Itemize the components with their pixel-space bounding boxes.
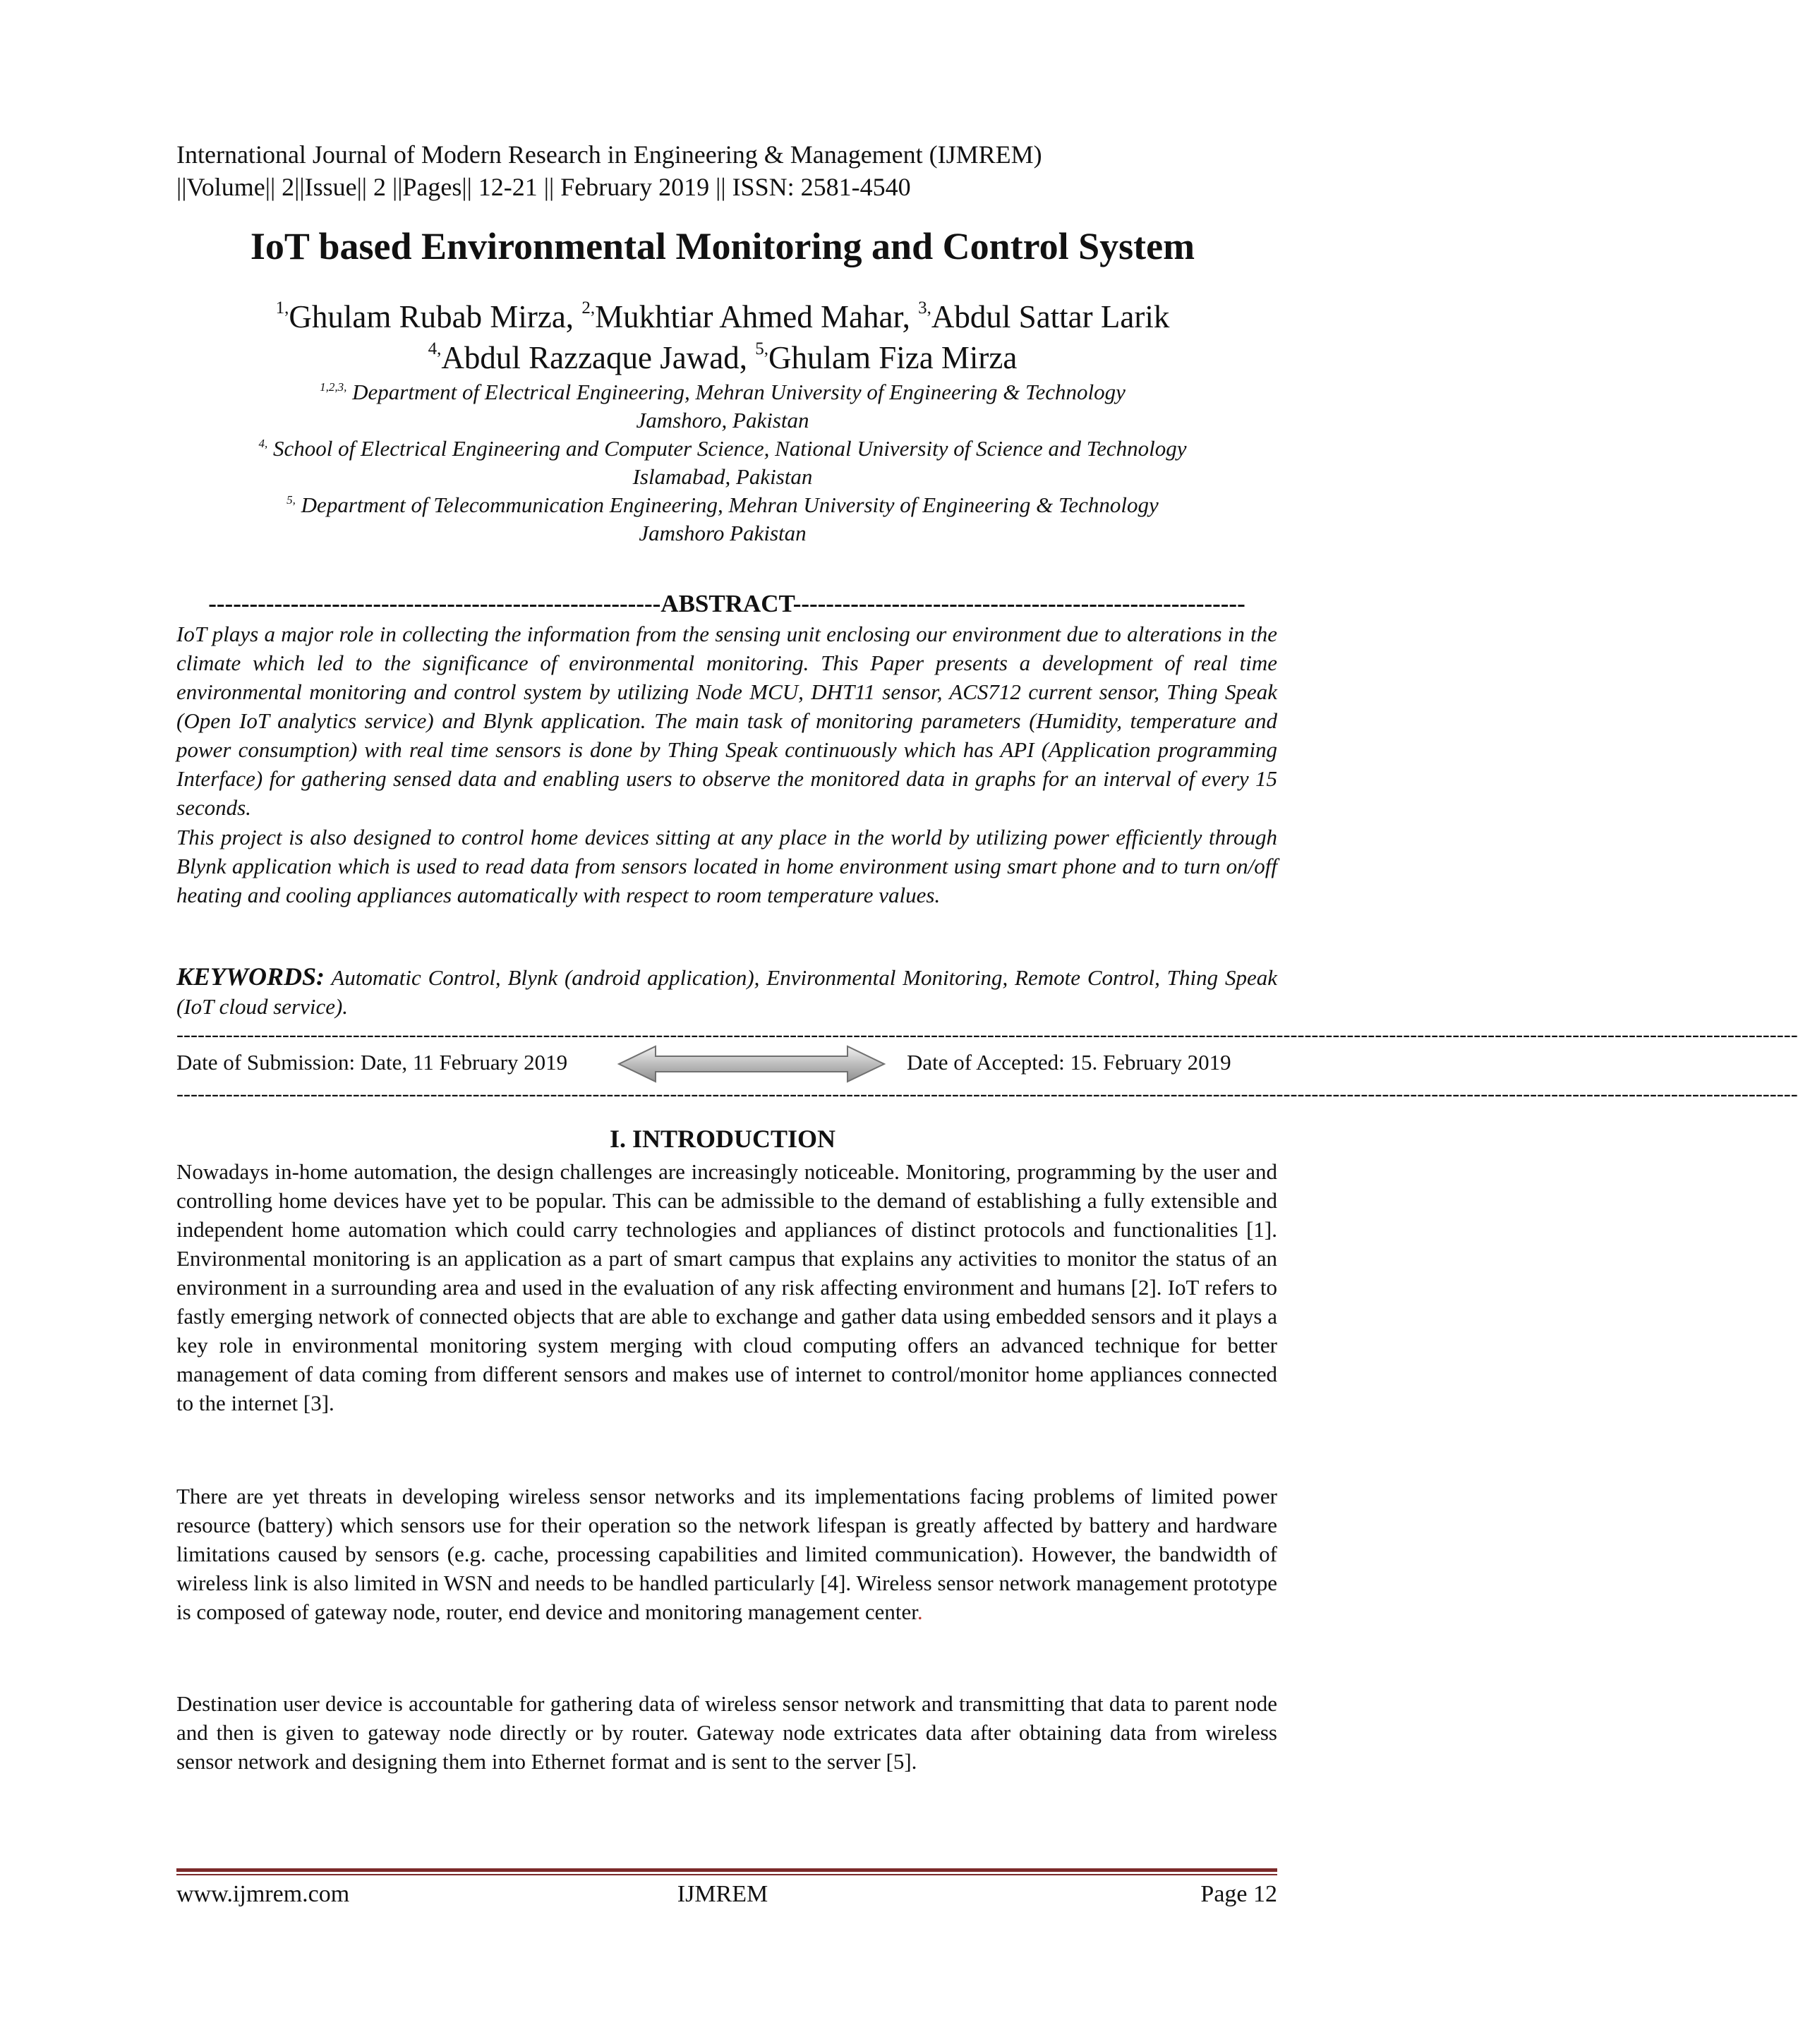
- journal-header: [176, 138, 1042, 203]
- abstract-paragraph-2: This project is also designed to control home devices sitting at any place in the world by utilizing power efficiently through Blynk application which is used to read data from sensors located in home environment using smart phone and to turn on/off heating and cooling appliances automatically with respect to room temperature values.: [176, 825, 1277, 907]
- abstract-heading-rule: [176, 590, 1277, 618]
- affiliation-3-marker: 5,: [286, 493, 296, 507]
- keywords: [176, 962, 1277, 1021]
- affiliation-2-marker: 4,: [258, 437, 268, 450]
- footer-website: www.ijmrem.com: [176, 1881, 350, 1907]
- author-list: [0, 296, 1445, 378]
- abstract-paragraph-1: IoT plays a major role in collecting the information from the sensing unit enclosing our environment due to alterations in the climate which led to the significance of environmental monitoring. This Paper presents a development of real time environmental monitoring and control system by utilizing Node MCU, DHT11 sensor, ACS712 current sensor, Thing Speak (Open IoT analytics service) and Blynk application. The main task of monitoring parameters (Humidity, temperature and power consumption) with real time sensors is done by Thing Speak continuously which has API (Application programming Interface) for gathering sensed data and enabling users to observe the monitored data in graphs for an interval of every 15 seconds.: [176, 622, 1277, 820]
- double-arrow-icon: [617, 1044, 886, 1084]
- journal-volume-info: ||Volume|| 2||Issue|| 2 ||Pages|| 12-21 || February 2019 || ISSN: 2581-4540: [176, 173, 911, 201]
- introduction-paragraph-3: Destination user device is accountable for gathering data of wireless sensor network and transmitting that data to parent node and then is given to gateway node directly or by router. Gateway node extricates data after obtaining data from wireless sensor network and designing them into Ethernet format and is sent to the server [5].: [176, 1691, 1277, 1774]
- introduction-paragraph-2-text: There are yet threats in developing wireless sensor networks and its implementations facing problems of limited power resource (battery) which sensors use for their operation so the network lifespan is greatly affected by battery and hardware limitations caused by sensors (e.g. cache, processing capabilities and limited communication). However, the bandwidth of wireless link is also limited in WSN and needs to be handled particularly [4]. Wireless sensor network management prototype is composed of gateway node, router, end device and monitoring management center: [176, 1484, 1277, 1624]
- author-5: Ghulam Fiza Mirza: [768, 340, 1018, 375]
- footer-journal-abbrev: IJMREM: [677, 1881, 768, 1907]
- author-5-marker: 5,: [755, 339, 768, 358]
- affiliation-2: [0, 435, 1445, 463]
- author-2-marker: 2,: [581, 298, 596, 318]
- affiliation-3-text: Department of Telecommunication Engineering, Mehran University of Engineering & Technology: [295, 492, 1159, 517]
- author-line-1: [0, 296, 1445, 337]
- journal-name: International Journal of Modern Research in Engineering & Management (IJMREM): [176, 140, 1042, 169]
- author-3-marker: 3,: [918, 298, 931, 318]
- affiliation-1-city: Jamshoro, Pakistan: [636, 408, 809, 433]
- keywords-label: KEYWORDS:: [176, 962, 325, 991]
- introduction-paragraph-2-period: .: [917, 1599, 923, 1624]
- affiliation-1-text: Department of Electrical Engineering, Mehran University of Engineering & Technology: [346, 380, 1126, 404]
- submission-date: Date of Submission: Date, 11 February 2019: [176, 1050, 568, 1075]
- footer-rule-thin: [176, 1874, 1277, 1875]
- abstract-rule-left: -------------------------------------------------------: [208, 590, 661, 617]
- affiliations: [0, 378, 1445, 548]
- introduction-heading: I. INTRODUCTION: [609, 1125, 836, 1153]
- keywords-text: Automatic Control, Blynk (android application), Environmental Monitoring, Remote Control, Thing Speak (IoT cloud service).: [176, 965, 1277, 1019]
- footer-rule-thick: [176, 1868, 1277, 1872]
- paper-title: IoT based Environmental Monitoring and Control System: [250, 225, 1195, 267]
- affiliation-2-city: Islamabad, Pakistan: [632, 464, 813, 489]
- author-4: Abdul Razzaque Jawad,: [441, 340, 756, 375]
- introduction-paragraph-1: Nowadays in-home automation, the design challenges are increasingly noticeable. Monitoring, programming by the user and controlling home devices have yet to be popular. This can be admissible to the demand of establishing a fully extensible and independent home automation which could carry technologies and appliances of distinct protocols and functionalities [1]. Environmental monitoring is an application as a part of smart campus that explains any activities to monitor the status of an environment in a surrounding area and used in the evaluation of any risk affecting environment and humans [2]. IoT refers to fastly emerging network of connected objects that are able to exchange and gather data using embedded sensors and it plays a key role in environmental monitoring system merging with cloud computing offers an advanced technique for better management of data coming from different sensors and makes use of internet to control/monitor home appliances connected to the internet [3].: [176, 1159, 1277, 1415]
- affiliation-1-marker: 1,2,3,: [320, 380, 347, 394]
- affiliation-3: [0, 491, 1445, 519]
- abstract-rule-right: -------------------------------------------------------: [792, 590, 1245, 617]
- affiliation-2-text: School of Electrical Engineering and Computer Science, National University of Science and Technology: [267, 436, 1187, 461]
- author-line-2: [0, 337, 1445, 378]
- separator-bottom: --------------------------------------------------------------------------------------------------------------------------------------------------------------------------------------------------------------------------------------: [176, 1082, 1798, 1106]
- affiliation-3-city: Jamshoro Pakistan: [639, 521, 807, 545]
- author-4-marker: 4,: [428, 339, 442, 358]
- introduction-paragraph-2: [176, 1482, 1277, 1626]
- footer-page-number: Page 12: [1200, 1881, 1277, 1907]
- author-1-marker: 1,: [275, 298, 289, 318]
- author-1: Ghulam Rubab Mirza,: [289, 299, 582, 334]
- author-3: Abdul Sattar Larik: [931, 299, 1170, 334]
- affiliation-1: [0, 378, 1445, 406]
- accepted-date: Date of Accepted: 15. February 2019: [907, 1050, 1231, 1075]
- abstract-heading: ABSTRACT: [660, 590, 793, 617]
- author-2: Mukhtiar Ahmed Mahar,: [595, 299, 919, 334]
- separator-top: --------------------------------------------------------------------------------------------------------------------------------------------------------------------------------------------------------------------------------------: [176, 1023, 1798, 1046]
